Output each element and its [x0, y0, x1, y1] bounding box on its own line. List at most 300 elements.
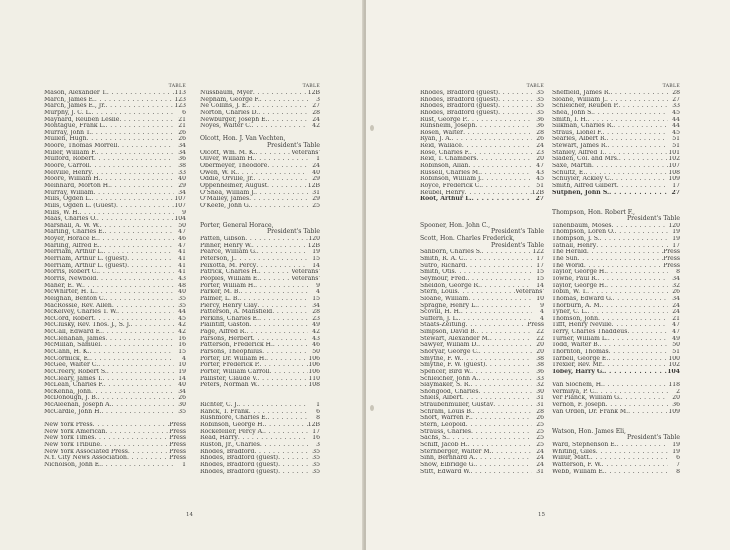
spacer — [200, 389, 320, 396]
guest-name: Patterson, A. Mansfield — [200, 309, 273, 316]
table-number: 15 — [178, 348, 186, 355]
dot-leader — [89, 349, 174, 356]
dot-leader — [110, 183, 174, 190]
dot-leader — [591, 455, 668, 462]
table-number: 120 — [308, 236, 320, 243]
dot-leader — [254, 449, 308, 456]
guest-name: McMillan, Samuel — [44, 342, 101, 349]
guest-name: March, James E. — [44, 96, 95, 103]
dot-leader — [585, 170, 668, 177]
guest-name: Plaintiff, Gaston — [200, 322, 250, 329]
guest-name: Sanborn, Charles S. — [420, 249, 482, 256]
guest-name: Nussbaum, Myer — [200, 90, 253, 96]
guest-name: Mulford, Robert — [44, 156, 94, 163]
table-number: 24 — [672, 309, 680, 316]
dot-leader — [105, 336, 174, 343]
dot-leader — [97, 216, 174, 223]
dot-leader — [493, 402, 532, 409]
guest-name: Short, Warren F. — [420, 415, 471, 422]
guest-entry — [200, 336, 320, 343]
guest-name: Smith, Otis — [420, 269, 455, 276]
guest-entry — [420, 469, 544, 476]
table-number: 33 — [178, 169, 186, 176]
guest-name: Meighan, Benton C. — [44, 295, 106, 302]
table-number: 42 — [312, 123, 320, 130]
table-number: 19 — [672, 229, 680, 236]
table-number: 35 — [312, 455, 320, 462]
guest-entry — [420, 117, 544, 124]
guest-entry — [44, 176, 186, 183]
guest-name: Nepham, George F. — [200, 96, 260, 103]
guest-entry — [200, 329, 320, 336]
dot-leader — [615, 229, 668, 236]
guest-entry — [44, 150, 186, 157]
guest-entry — [44, 163, 186, 170]
dot-leader — [90, 163, 174, 170]
dot-leader — [498, 97, 532, 104]
guest-entry — [44, 223, 186, 230]
guest-entry — [200, 462, 320, 469]
guest-name: Thornton, Thomas — [552, 348, 609, 355]
dot-leader — [463, 130, 532, 137]
guest-entry — [200, 356, 320, 363]
table-number: 33 — [672, 103, 680, 110]
guest-entry — [44, 256, 186, 263]
left-page-column-1 — [44, 84, 186, 469]
dot-leader — [127, 256, 174, 263]
table-number: 23 — [312, 315, 320, 322]
table-number: 35 — [178, 408, 186, 415]
table-number: 50 — [312, 348, 320, 355]
dot-leader — [466, 422, 532, 429]
guest-entry — [200, 163, 320, 170]
guest-entry — [552, 190, 680, 197]
guest-entry — [44, 429, 186, 436]
table-number: 46 — [178, 236, 186, 243]
table-number: 102 — [668, 156, 680, 163]
dot-leader — [471, 369, 532, 376]
guest-name: Peterson, J. — [200, 256, 235, 263]
table-number: 35 — [536, 90, 544, 96]
dot-leader — [607, 136, 668, 143]
guest-name: Tobin, W. T. — [552, 289, 588, 296]
table-number: 107 — [174, 196, 186, 203]
table-number: 47 — [672, 322, 680, 329]
dot-leader — [605, 469, 668, 476]
table-number: 49 — [312, 322, 320, 329]
guest-name: McWhirter, H. L. — [44, 289, 97, 296]
table-number: 9 — [316, 282, 320, 289]
dot-leader — [608, 336, 668, 343]
guest-entry — [420, 362, 544, 369]
table-number: 107 — [668, 163, 680, 170]
left-page-column-2 — [200, 84, 320, 475]
guest-name: Robinson, William J. — [420, 176, 482, 183]
table-number: 31 — [536, 468, 544, 475]
guest-name: Staats-Zeitung — [420, 322, 466, 329]
dot-leader — [478, 376, 532, 383]
dot-leader — [467, 276, 532, 283]
table-number: 40 — [178, 289, 186, 296]
spacer — [552, 415, 680, 422]
dot-leader — [100, 223, 174, 230]
guest-name: Peters, Norman W. — [200, 382, 258, 389]
guest-name: McClenahan, James — [44, 335, 106, 342]
guest-name: Palmer, L. B. — [200, 295, 240, 302]
table-number: 12B — [307, 242, 320, 249]
guest-name: Schram, Louis B. — [420, 408, 473, 415]
guest-entry — [552, 97, 680, 104]
guest-entry — [44, 449, 186, 456]
dot-leader — [92, 110, 174, 117]
dot-leader — [258, 382, 308, 389]
table-number: 25 — [536, 435, 544, 442]
table-number: 4 — [182, 355, 186, 362]
table-number: 36 — [536, 123, 544, 130]
guest-entry — [420, 296, 544, 303]
guest-name: Pallister, Claude V. — [200, 375, 258, 382]
table-number: 1 — [316, 156, 320, 163]
column-header: TABLE — [526, 84, 544, 89]
guest-name: McCreery, Robert S. — [44, 368, 107, 375]
guest-name: McCardle, John H. — [44, 408, 102, 415]
dot-leader — [602, 303, 668, 310]
guest-name: Rhodes, Bradford (guest) — [200, 461, 279, 468]
table-number: 50 — [178, 222, 186, 229]
guest-entry — [552, 462, 680, 469]
guest-name: New York Tribune — [44, 441, 101, 448]
dot-leader — [606, 402, 668, 409]
guest-name: Shoryar, George C. — [420, 348, 479, 355]
guest-entry — [200, 276, 320, 283]
dot-leader — [606, 97, 668, 104]
table-number: 26 — [178, 136, 186, 143]
table-assignment-note: President's Table — [627, 434, 680, 442]
table-number: 29 — [312, 196, 320, 203]
guest-name: Shongood, Charles — [420, 388, 479, 395]
guest-entry — [44, 349, 186, 356]
guest-entry — [200, 469, 320, 476]
table-number: 38 — [536, 362, 544, 369]
honoree-name: Thompson, Hon. Robert F., — [552, 208, 635, 216]
table-number: 9 — [182, 209, 186, 216]
dot-leader — [268, 415, 308, 422]
guest-entry — [200, 156, 320, 163]
table-number: 21 — [672, 315, 680, 322]
guest-entry — [200, 455, 320, 462]
table-number: 45 — [672, 129, 680, 136]
table-number: 33 — [536, 375, 544, 382]
guest-name: Sternberger, Walter M. — [420, 448, 492, 455]
guest-name: Sutphen, John S. — [552, 189, 610, 196]
table-number: 8 — [316, 415, 320, 422]
table-number: 30 — [536, 388, 544, 395]
guest-entry — [200, 249, 320, 256]
table-number: 101 — [668, 149, 680, 156]
guest-entry — [420, 342, 544, 349]
table-assignment-note: President's Table — [491, 228, 544, 236]
table-number: 22 — [536, 329, 544, 336]
guest-entry — [420, 349, 544, 356]
table-number: 113 — [174, 90, 186, 96]
guest-entry — [44, 369, 186, 376]
guest-entry — [552, 170, 680, 177]
dot-leader — [617, 183, 668, 190]
guest-name: Mullen, Hugh — [44, 136, 87, 143]
table-number: 10 — [536, 295, 544, 302]
dot-leader — [259, 276, 291, 283]
dot-leader — [251, 203, 309, 210]
guest-entry — [420, 130, 544, 137]
table-number: 45 — [672, 109, 680, 116]
dot-leader — [268, 117, 308, 124]
guest-entry — [552, 276, 680, 283]
table-number: 43 — [312, 335, 320, 342]
dot-leader — [611, 176, 668, 183]
table-number: Press — [169, 428, 186, 435]
table-number: 35 — [312, 461, 320, 468]
spacer — [200, 210, 320, 217]
honoree-name: Watson, Hon. James Eli, — [552, 427, 626, 435]
guest-name: Robinson, George H. — [200, 422, 265, 429]
guest-entry — [44, 296, 186, 303]
table-number: 45 — [536, 176, 544, 183]
guest-entry — [44, 462, 186, 469]
guest-entry — [552, 322, 680, 329]
table-number: 122 — [532, 249, 544, 256]
guest-entry — [552, 183, 680, 190]
guest-entry — [44, 236, 186, 243]
dot-leader — [255, 156, 308, 163]
guest-name: Maynard, Reuben Leslie — [44, 116, 120, 123]
table-number: Veterans' — [291, 275, 320, 282]
dot-leader — [238, 435, 308, 442]
guest-name: Suffern, J. L. — [420, 315, 459, 322]
dot-leader — [257, 303, 308, 310]
guest-name: Shiels, Albert — [420, 395, 462, 402]
guest-name: Slaymaker, S. R. — [420, 382, 471, 389]
table-number: 17 — [536, 256, 544, 263]
table-number: Veterans' — [515, 289, 544, 296]
guest-entry — [552, 349, 680, 356]
guest-name: Rhodes, Bradford (guest) — [420, 96, 499, 103]
dot-leader — [91, 130, 174, 137]
guest-name: Morris, Robert C. — [44, 269, 99, 276]
dot-leader — [468, 163, 532, 170]
guest-name: Moore, Thomas Morrell — [44, 143, 118, 150]
guest-entry — [420, 316, 544, 323]
guest-name: Strauss, Charles — [420, 428, 472, 435]
table-number: 35 — [536, 109, 544, 116]
guest-name: McCormick, E. — [44, 355, 90, 362]
guest-entry — [200, 382, 320, 389]
table-number: 12B — [531, 189, 544, 196]
table-number: 47 — [178, 229, 186, 236]
dot-leader — [612, 223, 668, 230]
table-number: 44 — [178, 309, 186, 316]
guest-name: MacRossie, Rev. Allen — [44, 302, 112, 309]
guest-name: Stewart, James R. — [552, 143, 608, 150]
guest-name: McKelvey, Charles T. W. — [44, 309, 118, 316]
guest-name: N.Y. City News Association — [44, 455, 127, 462]
dot-leader — [255, 190, 308, 197]
guest-entry — [552, 336, 680, 343]
table-number: 24 — [672, 302, 680, 309]
guest-entry — [420, 402, 544, 409]
dot-leader — [278, 455, 308, 462]
dot-leader — [467, 117, 532, 124]
table-number: 6 — [676, 455, 680, 462]
guest-entry — [44, 376, 186, 383]
guest-name: Obermeyer, Theodore — [200, 163, 268, 170]
guest-entry — [44, 249, 186, 256]
table-number: 16 — [312, 435, 320, 442]
table-number: 27 — [672, 96, 680, 103]
guest-name: Ne Collins, J. E. — [200, 103, 249, 110]
guest-name: Ver Planck, William G. — [552, 395, 621, 402]
guest-entry — [200, 296, 320, 303]
guest-name: O'Keefe, John G. — [200, 202, 251, 209]
guest-name: Moore, Carroll — [44, 163, 90, 170]
dot-leader — [245, 236, 308, 243]
guest-name: Van Slochem, H. — [552, 382, 603, 389]
guest-name: Van Orden, Dr. Frank M. — [552, 408, 629, 415]
spacer — [552, 376, 680, 383]
guest-entry — [552, 156, 680, 163]
guest-entry — [200, 150, 320, 157]
table-number: Press — [169, 455, 186, 462]
guest-entry — [420, 429, 544, 436]
dot-leader — [100, 442, 169, 449]
dot-leader — [91, 389, 174, 396]
guest-entry — [44, 356, 186, 363]
guest-name: McKenna, John — [44, 388, 91, 395]
guest-entry — [200, 429, 320, 436]
table-number: Veterans' — [291, 149, 320, 156]
dot-leader — [458, 289, 516, 296]
dot-leader — [477, 303, 532, 310]
dot-leader — [253, 336, 308, 343]
page-number: 15 — [538, 512, 545, 518]
table-number: 42 — [312, 329, 320, 336]
guest-entry — [420, 303, 544, 310]
dot-leader — [101, 176, 174, 183]
dot-leader — [98, 362, 174, 369]
table-number: 102 — [668, 362, 680, 369]
guest-name: Sutro, Richard — [420, 262, 466, 269]
guest-entry — [552, 269, 680, 276]
guest-name: Parsons, Herbert — [200, 335, 253, 342]
dot-leader — [466, 322, 528, 329]
dot-leader — [480, 283, 532, 290]
table-number: 26 — [178, 129, 186, 136]
guest-name: Mills, Ogden L. — [44, 196, 92, 203]
guest-entry — [552, 356, 680, 363]
dot-leader — [235, 256, 308, 263]
table-number: 47 — [672, 329, 680, 336]
table-number: 120 — [668, 222, 680, 229]
guest-entry — [552, 110, 680, 117]
guest-entry — [44, 382, 186, 389]
dot-leader — [252, 123, 308, 130]
table-number: 6 — [316, 408, 320, 415]
guest-entry — [420, 276, 544, 283]
guest-name: Thompson, Loren O. — [552, 229, 615, 236]
guest-name: Merriam, Arthur L. — [44, 249, 104, 256]
guest-name: Towne, Paul R. — [552, 275, 598, 282]
table-number: 14 — [312, 262, 320, 269]
guest-name: New York American — [44, 428, 106, 435]
dot-leader — [93, 422, 169, 429]
dot-leader — [612, 322, 668, 329]
dot-leader — [248, 103, 308, 110]
guest-entry — [420, 263, 544, 270]
table-number: 38 — [178, 163, 186, 170]
dot-leader — [112, 303, 174, 310]
guest-entry — [420, 422, 544, 429]
guest-entry — [552, 176, 680, 183]
guest-entry — [420, 97, 544, 104]
guest-name: Tyner, C. L. — [552, 309, 588, 316]
guest-name: Rose, Charles F. — [420, 149, 470, 156]
guest-name: Stanley, Alfred T. — [552, 149, 605, 156]
guest-name: Schiff, Jacob H. — [420, 441, 468, 448]
table-number: 10 — [178, 362, 186, 369]
guest-entry — [552, 303, 680, 310]
guest-name: Root, Arthur L. — [420, 196, 472, 203]
dot-leader — [260, 442, 308, 449]
guest-name: Thomson, John — [552, 315, 598, 322]
table-number: 17 — [672, 242, 680, 249]
guest-name: The Sun — [552, 256, 578, 263]
table-number: 43 — [536, 169, 544, 176]
table-number: 9 — [540, 302, 544, 309]
guest-entry — [200, 263, 320, 270]
guest-entry — [420, 356, 544, 363]
guest-entry — [200, 269, 320, 276]
guest-name: McLean, Charles F. — [44, 382, 104, 389]
guest-name: Richter, C. J. — [200, 402, 239, 409]
table-number: 106 — [308, 355, 320, 362]
guest-entry — [200, 342, 320, 349]
dot-leader — [117, 309, 174, 316]
guest-entry — [200, 376, 320, 383]
dot-leader — [596, 449, 668, 456]
dot-leader — [253, 90, 308, 97]
table-number: 17 — [536, 262, 544, 269]
guest-entry — [552, 136, 680, 143]
guest-entry — [44, 110, 186, 117]
guest-entry — [420, 389, 544, 396]
guest-name: The World — [552, 262, 584, 269]
guest-entry — [44, 156, 186, 163]
table-number: 36 — [536, 116, 544, 123]
table-number: 34 — [178, 143, 186, 150]
dot-leader — [470, 150, 532, 157]
left-page — [0, 0, 364, 550]
table-number: 26 — [536, 415, 544, 422]
dot-leader — [107, 369, 174, 376]
dot-leader — [104, 382, 174, 389]
dot-leader — [462, 356, 532, 363]
table-number: 31 — [536, 402, 544, 409]
table-number: 24 — [536, 461, 544, 468]
dot-leader — [471, 429, 532, 436]
column-header: TABLE — [662, 84, 680, 89]
guest-entry — [552, 103, 680, 110]
table-number: 3 — [316, 441, 320, 448]
guest-entry — [44, 389, 186, 396]
